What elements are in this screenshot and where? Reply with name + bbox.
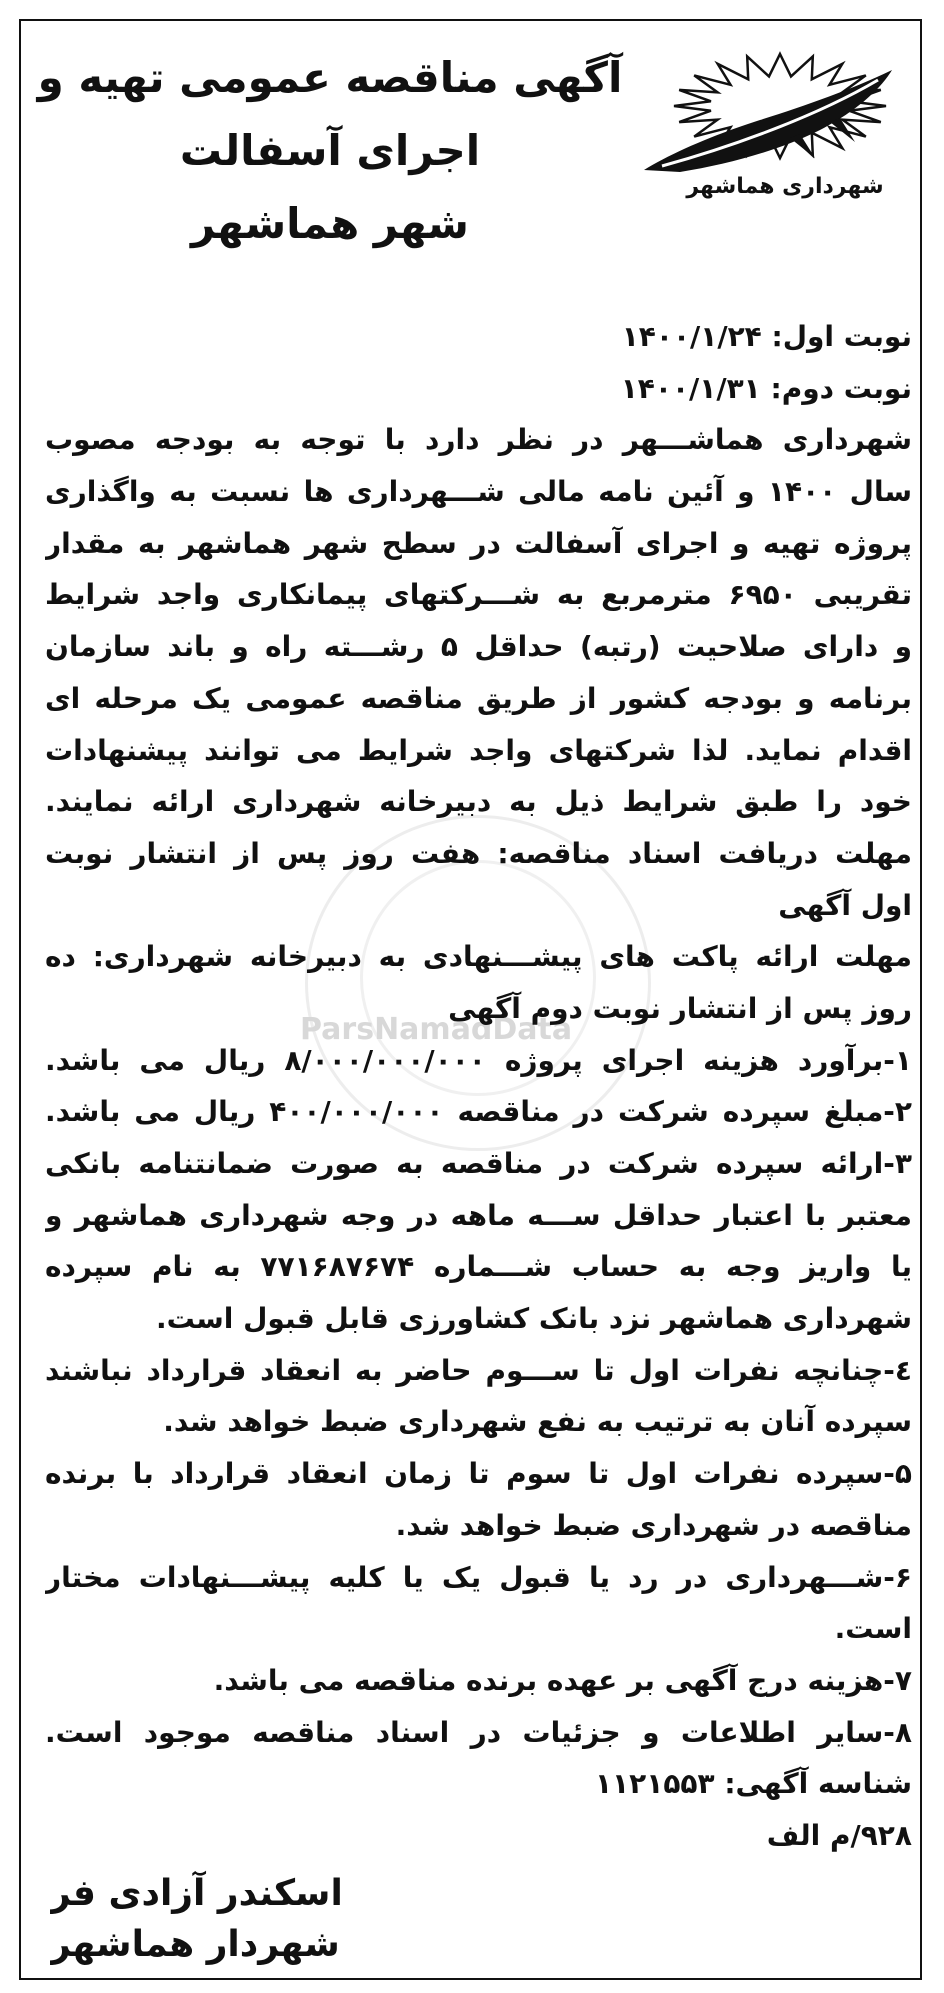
watermark-text: ParsNamadData (300, 1012, 573, 1047)
title-line: آگهی مناقصه عمومی تهیه و (37, 53, 623, 102)
condition-3-line: معتبر با اعتبار حداقل ســـه ماهه در وجه شهرداری هماشهر و (45, 1198, 912, 1232)
deadline-documents-line: اول آگهی (778, 888, 912, 922)
notice-body (45, 311, 912, 1862)
publication-first: نوبت اول: ۱۴۰۰/۱/۲۴ (621, 320, 912, 353)
notice-title (35, 41, 625, 260)
signature-block (50, 1868, 380, 1970)
condition-5-line: مناقصه در شهرداری ضبط خواهد شد. (395, 1508, 912, 1542)
condition-3-line: یا واریز وجه به حساب شـــماره ۷۷۱۶۸۷۶۷۴ به نام سپرده (45, 1250, 912, 1284)
condition-1-line: ۱-برآورد هزینه اجرای پروژه ۸/۰۰۰/۰۰۰/۰۰۰ ریال می باشد. (45, 1043, 912, 1077)
condition-6-line: است. (834, 1612, 912, 1646)
intro-line: پروژه تهیه و اجرای آسفالت در سطح شهر هماشهر به مقدار (45, 526, 912, 560)
condition-3-line: شهرداری هماشهر نزد بانک کشاورزی قابل قبول است. (155, 1302, 912, 1336)
title-line: شهر هماشهر (191, 199, 469, 248)
ad-id: شناسه آگهی: ۱۱۲۱۵۵۳ (594, 1767, 912, 1801)
condition-5-line: ۵-سپرده نفرات اول تا سوم تا زمان انعقاد قرارداد با برنده (45, 1457, 912, 1491)
condition-7-line: ۷-هزینه درج آگهی بر عهده برنده مناقصه می باشد. (213, 1663, 912, 1697)
condition-6-line: ۶-شـــهرداری در رد یا قبول یک یا کلیه پیشـــنهادات مختار (45, 1560, 912, 1594)
reference-code: ۹۲۸/م الف (766, 1818, 912, 1852)
intro-line: سال ۱۴۰۰ و آئین نامه مالی شـــهرداری ها نسبت به واگذاری (45, 475, 912, 509)
deadline-proposals-line: روز پس از انتشار نوبت دوم آگهی (448, 991, 912, 1025)
condition-3-line: ۳-ارائه سپرده شرکت در مناقصه به صورت ضمانتنامه بانکی (45, 1147, 912, 1180)
publication-second: نوبت دوم: ۱۴۰۰/۱/۳۱ (620, 371, 912, 405)
condition-4-line: سپرده آنان به ترتیب به نفع شهرداری ضبط خواهد شد. (163, 1405, 912, 1439)
deadline-documents-line: مهلت دریافت اسناد مناقصه: هفت روز پس از انتشار نوبت (45, 836, 912, 870)
intro-line: برنامه و بودجه کشور از طریق مناقصه عمومی یک مرحله ای (45, 681, 912, 715)
intro-line: شهرداری هماشـــهر در نظر دارد با توجه به بودجه مصوب (45, 423, 912, 457)
logo-caption: شهرداری هماشهر (686, 174, 884, 199)
signatory-title: شهردار هماشهر (50, 1924, 340, 1965)
condition-2-line: ۲-مبلغ سپرده شرکت در مناقصه ۴۰۰/۰۰۰/۰۰۰ ریال می باشد. (45, 1095, 912, 1129)
municipality-logo (640, 50, 895, 210)
intro-line: خود را طبق شرایط ذیل به دبیرخانه شهرداری ارائه نمایند. (45, 785, 912, 819)
logo-graphic (640, 50, 895, 175)
intro-line: اقدام نماید. لذا شرکتهای واجد شرایط می توانند پیشنهادات (45, 733, 912, 767)
title-line: اجرای آسفالت (179, 126, 481, 175)
deadline-proposals-line: مهلت ارائه پاکت های پیشـــنهادی به دبیرخانه شهرداری: ده (45, 940, 912, 974)
condition-4-line: ٤-چنانچه نفرات اول تا ســـوم حاضر به انعقاد قرارداد نباشند (45, 1353, 912, 1387)
intro-line: تقریبی ۶۹۵۰ مترمربع به شـــرکتهای پیمانکاری واجد شرایط (45, 578, 912, 612)
condition-8-line: ۸-سایر اطلاعات و جزئیات در اسناد مناقصه موجود است. (45, 1715, 912, 1749)
signatory-name: اسکندر آزادی فر (50, 1873, 343, 1914)
intro-line: و دارای صلاحیت (رتبه) حداقل ۵ رشـــته راه و باند سازمان (45, 630, 912, 664)
